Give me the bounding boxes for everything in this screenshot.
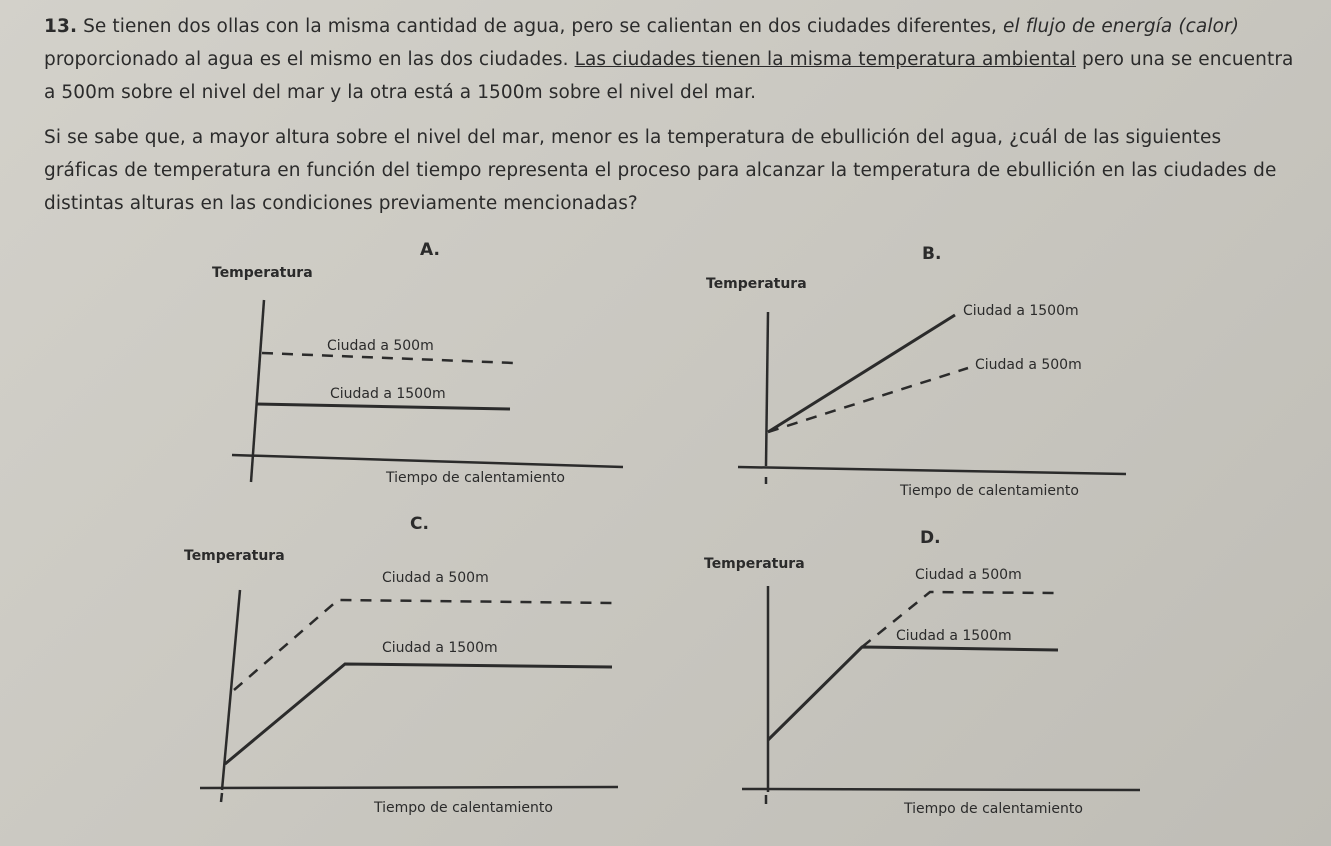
graph-b-label-1500m: Ciudad a 1500m <box>963 303 1079 319</box>
graph-d-x-axis <box>742 789 1140 790</box>
graph-b-label-500m: Ciudad a 500m <box>975 357 1082 373</box>
question-text-emphasis: el flujo de energía (calor) <box>1003 16 1240 37</box>
question-paragraph-2: Si se sabe que, a mayor altura sobre el nivel del mar, menor es la temperatura de ebullición del agua, ¿cuál de las siguientes gráficas de temperatura en función del tiempo representa el proceso para alcanzar la temperatura de ebullición en las ciudades de distintas alturas en las condiciones previamente mencionadas? <box>44 127 1277 214</box>
question-text-part-3: pero una se encuentra a 500m sobre el nivel del mar y la otra está a 1500m sobre el nivel del mar. <box>44 49 1294 103</box>
graph-b-x-label: Tiempo de calentamiento <box>900 483 1079 499</box>
question-number: 13. <box>44 16 78 37</box>
graph-a-x-label: Tiempo de calentamiento <box>386 470 565 486</box>
question-text-part-2: proporcionado al agua es el mismo en las dos ciudades. <box>44 49 569 70</box>
graph-c-x-label: Tiempo de calentamiento <box>374 800 553 816</box>
graph-a-letter: A. <box>420 240 440 260</box>
graph-c-label-1500m: Ciudad a 1500m <box>382 640 498 656</box>
graph-c-letter: C. <box>410 514 429 534</box>
graph-a-y-label: Temperatura <box>212 265 313 281</box>
graph-d-label-1500m: Ciudad a 1500m <box>896 628 1012 644</box>
graph-d-x-label: Tiempo de calentamiento <box>904 801 1083 817</box>
graph-d-label-500m: Ciudad a 500m <box>915 567 1022 583</box>
graph-b-letter: B. <box>922 244 942 264</box>
graph-a-label-500m: Ciudad a 500m <box>327 338 434 354</box>
graph-a-label-1500m: Ciudad a 1500m <box>330 386 446 402</box>
graph-b-y-label: Temperatura <box>706 276 807 292</box>
graph-c-y-label: Temperatura <box>184 548 285 564</box>
question-text-part-1: Se tienen dos ollas con la misma cantidad de agua, pero se calientan en dos ciudades diferentes, <box>83 16 998 37</box>
question-text-underlined: Las ciudades tienen la misma temperatura ambiental <box>574 49 1076 70</box>
graph-c-label-500m: Ciudad a 500m <box>382 570 489 586</box>
graph-d-y-label: Temperatura <box>704 556 805 572</box>
graph-d-letter: D. <box>920 528 941 548</box>
graph-d-line-1500m <box>768 647 1058 740</box>
